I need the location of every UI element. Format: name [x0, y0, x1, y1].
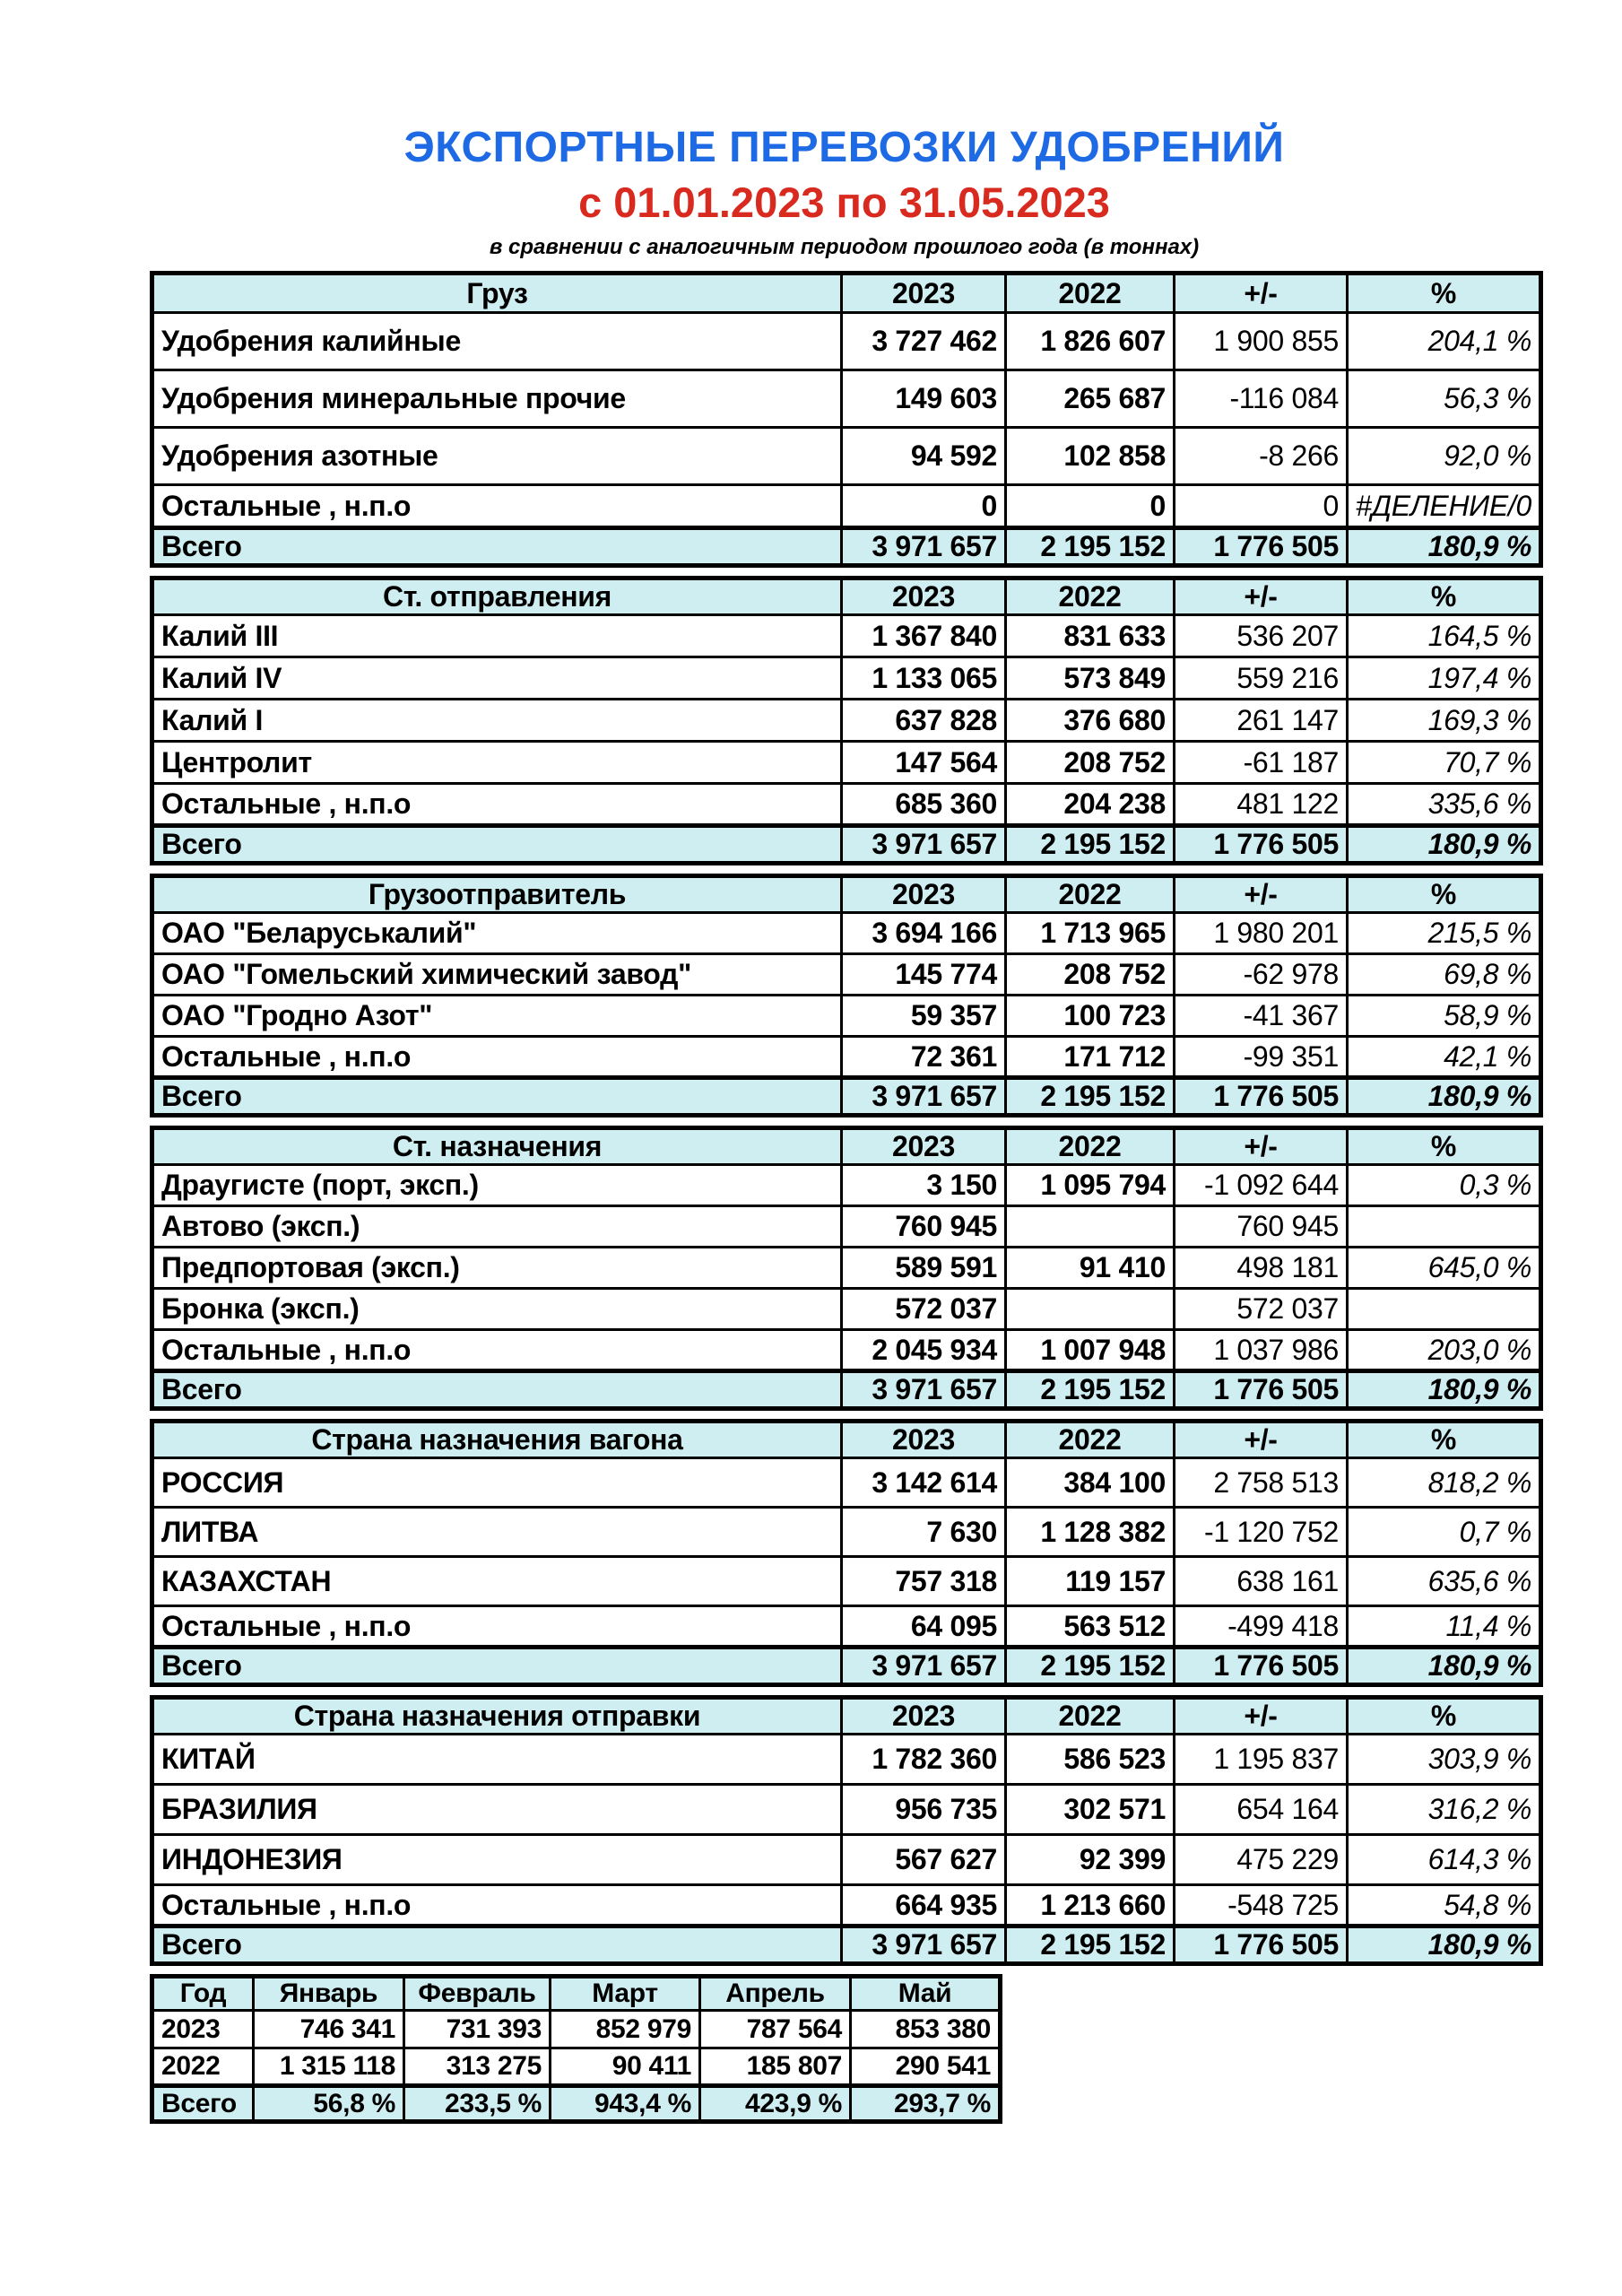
- table-row: [152, 1037, 1541, 1078]
- value-2023: 72 361: [842, 1037, 1006, 1078]
- value-2022: 302 571: [1006, 1785, 1175, 1835]
- value-2022: 563 512: [1006, 1606, 1175, 1648]
- value-diff: 559 216: [1175, 657, 1348, 700]
- value-diff: -116 084: [1175, 370, 1348, 428]
- value-2023: 760 945: [842, 1206, 1006, 1248]
- total-label: Всего: [152, 826, 842, 864]
- total-percent: 180,9 %: [1348, 1371, 1541, 1409]
- value-diff: -499 418: [1175, 1606, 1348, 1648]
- value-percent: 0,7 %: [1348, 1508, 1541, 1557]
- total-percent: 180,9 %: [1348, 1648, 1541, 1685]
- value-2023: 757 318: [842, 1557, 1006, 1606]
- row-label: Остальные , н.п.о: [152, 1037, 842, 1078]
- total-percent: 180,9 %: [1348, 528, 1541, 566]
- table-row: [152, 1289, 1541, 1330]
- table-row: [152, 1835, 1541, 1885]
- table-title: Грузоотправитель: [152, 876, 842, 913]
- total-row: [152, 826, 1541, 864]
- value-diff: -1 120 752: [1175, 1508, 1348, 1557]
- column-header: %: [1348, 1422, 1541, 1458]
- column-header: +/-: [1175, 1698, 1348, 1735]
- row-label: Бронка (эксп.): [152, 1289, 842, 1330]
- value-2023: 3 694 166: [842, 913, 1006, 954]
- column-header: 2022: [1006, 578, 1175, 615]
- value-percent: 92,0 %: [1348, 428, 1541, 485]
- value-2022: 91 410: [1006, 1248, 1175, 1289]
- value-percent: 42,1 %: [1348, 1037, 1541, 1078]
- column-header: %: [1348, 1128, 1541, 1165]
- table-row: [152, 1606, 1541, 1648]
- column-header: 2023: [842, 876, 1006, 913]
- total-2022: 2 195 152: [1006, 1078, 1175, 1116]
- total-2023: 3 971 657: [842, 1078, 1006, 1116]
- value-2023: 147 564: [842, 742, 1006, 784]
- value-diff: 2 758 513: [1175, 1458, 1348, 1508]
- column-header: 2023: [842, 274, 1006, 313]
- table-header-row: [152, 1698, 1541, 1735]
- row-label: Остальные , н.п.о: [152, 1885, 842, 1926]
- column-header: 2022: [1006, 1128, 1175, 1165]
- value-2022: 1 007 948: [1006, 1330, 1175, 1371]
- month-total-percent: 293,7 %: [851, 2086, 1001, 2122]
- row-label: Драугисте (порт, эксп.): [152, 1165, 842, 1206]
- month-row: [152, 2048, 1001, 2086]
- total-label: Всего: [152, 1648, 842, 1685]
- row-label: РОССИЯ: [152, 1458, 842, 1508]
- value-2023: 3 142 614: [842, 1458, 1006, 1508]
- month-total-row: [152, 2086, 1001, 2122]
- table-row: [152, 1785, 1541, 1835]
- month-table-root: [150, 1974, 1539, 2124]
- row-label: ОАО "Беларуськалий": [152, 913, 842, 954]
- value-percent: [1348, 1206, 1541, 1248]
- table-row: [152, 1885, 1541, 1926]
- value-2023: 1 133 065: [842, 657, 1006, 700]
- value-2023: 7 630: [842, 1508, 1006, 1557]
- column-header: +/-: [1175, 274, 1348, 313]
- value-diff: -41 367: [1175, 996, 1348, 1037]
- row-label: Калий I: [152, 700, 842, 742]
- table-row: [152, 1248, 1541, 1289]
- value-diff: 1 900 855: [1175, 313, 1348, 370]
- value-percent: 58,9 %: [1348, 996, 1541, 1037]
- column-header: %: [1348, 876, 1541, 913]
- value-2022: 1 826 607: [1006, 313, 1175, 370]
- table-row: [152, 615, 1541, 657]
- value-2023: 1 367 840: [842, 615, 1006, 657]
- value-2022: 1 128 382: [1006, 1508, 1175, 1557]
- year-label: 2023: [152, 2011, 254, 2048]
- column-header: 2023: [842, 1698, 1006, 1735]
- value-2023: 145 774: [842, 954, 1006, 996]
- value-2023: 149 603: [842, 370, 1006, 428]
- table-header-row: [152, 1128, 1541, 1165]
- total-row: [152, 1926, 1541, 1964]
- value-2022: 831 633: [1006, 615, 1175, 657]
- value-diff: -61 187: [1175, 742, 1348, 784]
- column-header: %: [1348, 578, 1541, 615]
- total-diff: 1 776 505: [1175, 1648, 1348, 1685]
- row-label: Калий III: [152, 615, 842, 657]
- page-note: в сравнении с аналогичным периодом прошлого года (в тоннах): [489, 235, 1200, 260]
- value-2022: 119 157: [1006, 1557, 1175, 1606]
- value-percent: 635,6 %: [1348, 1557, 1541, 1606]
- month-column-header: Апрель: [700, 1977, 851, 2011]
- table-row: [152, 428, 1541, 485]
- column-header: 2023: [842, 578, 1006, 615]
- total-2023: 3 971 657: [842, 826, 1006, 864]
- total-row: [152, 1371, 1541, 1409]
- table-row: [152, 1508, 1541, 1557]
- table-row: [152, 313, 1541, 370]
- value-2023: 3 727 462: [842, 313, 1006, 370]
- value-2023: 94 592: [842, 428, 1006, 485]
- value-diff: 475 229: [1175, 1835, 1348, 1885]
- value-percent: 316,2 %: [1348, 1785, 1541, 1835]
- value-percent: 56,3 %: [1348, 370, 1541, 428]
- month-total-percent: 423,9 %: [700, 2086, 851, 2122]
- value-percent: 0,3 %: [1348, 1165, 1541, 1206]
- value-2023: 0: [842, 485, 1006, 528]
- row-label: Калий IV: [152, 657, 842, 700]
- row-label: Остальные , н.п.о: [152, 784, 842, 826]
- table-title: Ст. отправления: [152, 578, 842, 615]
- value-2023: 567 627: [842, 1835, 1006, 1885]
- month-column-header: Год: [152, 1977, 254, 2011]
- total-row: [152, 1078, 1541, 1116]
- value-2023: 1 782 360: [842, 1735, 1006, 1785]
- value-2022: 208 752: [1006, 954, 1175, 996]
- value-2022: 265 687: [1006, 370, 1175, 428]
- total-percent: 180,9 %: [1348, 826, 1541, 864]
- table-header-row: [152, 578, 1541, 615]
- month-total-label: Всего: [152, 2086, 254, 2122]
- table-row: [152, 1206, 1541, 1248]
- value-2022: 1 713 965: [1006, 913, 1175, 954]
- total-2023: 3 971 657: [842, 528, 1006, 566]
- value-diff: -548 725: [1175, 1885, 1348, 1926]
- comparison-table: [150, 576, 1543, 865]
- value-2022: 573 849: [1006, 657, 1175, 700]
- value-percent: 69,8 %: [1348, 954, 1541, 996]
- value-percent: 197,4 %: [1348, 657, 1541, 700]
- value-diff: 1 037 986: [1175, 1330, 1348, 1371]
- table-header-row: [152, 1422, 1541, 1458]
- column-header: +/-: [1175, 1128, 1348, 1165]
- value-diff: 638 161: [1175, 1557, 1348, 1606]
- value-2023: 572 037: [842, 1289, 1006, 1330]
- value-2022: 586 523: [1006, 1735, 1175, 1785]
- value-diff: 654 164: [1175, 1785, 1348, 1835]
- row-label: Остальные , н.п.о: [152, 485, 842, 528]
- total-percent: 180,9 %: [1348, 1926, 1541, 1964]
- total-2022: 2 195 152: [1006, 1926, 1175, 1964]
- table-row: [152, 996, 1541, 1037]
- row-label: Предпортовая (эксп.): [152, 1248, 842, 1289]
- column-header: +/-: [1175, 876, 1348, 913]
- row-label: Удобрения калийные: [152, 313, 842, 370]
- table-row: [152, 1330, 1541, 1371]
- row-label: КИТАЙ: [152, 1735, 842, 1785]
- total-label: Всего: [152, 1926, 842, 1964]
- table-row: [152, 1557, 1541, 1606]
- comparison-table: [150, 1419, 1543, 1687]
- total-label: Всего: [152, 1371, 842, 1409]
- value-2023: 685 360: [842, 784, 1006, 826]
- value-percent: 54,8 %: [1348, 1885, 1541, 1926]
- month-value: 852 979: [551, 2011, 700, 2048]
- value-percent: 70,7 %: [1348, 742, 1541, 784]
- value-diff: -1 092 644: [1175, 1165, 1348, 1206]
- month-header-row: [152, 1977, 1001, 2011]
- value-percent: 164,5 %: [1348, 615, 1541, 657]
- row-label: ОАО "Гомельский химический завод": [152, 954, 842, 996]
- month-value: 787 564: [700, 2011, 851, 2048]
- row-label: ИНДОНЕЗИЯ: [152, 1835, 842, 1885]
- column-header: 2023: [842, 1128, 1006, 1165]
- column-header: 2022: [1006, 1422, 1175, 1458]
- total-diff: 1 776 505: [1175, 1926, 1348, 1964]
- value-2022: 0: [1006, 485, 1175, 528]
- table-row: [152, 485, 1541, 528]
- row-label: ОАО "Гродно Азот": [152, 996, 842, 1037]
- tables-root: [150, 271, 1539, 1966]
- column-header: +/-: [1175, 1422, 1348, 1458]
- value-2023: 664 935: [842, 1885, 1006, 1926]
- total-2023: 3 971 657: [842, 1648, 1006, 1685]
- row-label: Удобрения азотные: [152, 428, 842, 485]
- value-2022: 376 680: [1006, 700, 1175, 742]
- month-table: [150, 1974, 1002, 2124]
- column-header: 2023: [842, 1422, 1006, 1458]
- year-label: 2022: [152, 2048, 254, 2086]
- value-percent: 169,3 %: [1348, 700, 1541, 742]
- total-diff: 1 776 505: [1175, 1371, 1348, 1409]
- value-diff: 1 980 201: [1175, 913, 1348, 954]
- value-2023: 3 150: [842, 1165, 1006, 1206]
- total-label: Всего: [152, 1078, 842, 1116]
- total-label: Всего: [152, 528, 842, 566]
- value-diff: 481 122: [1175, 784, 1348, 826]
- column-header: 2022: [1006, 876, 1175, 913]
- month-total-percent: 233,5 %: [404, 2086, 551, 2122]
- value-2023: 637 828: [842, 700, 1006, 742]
- value-percent: [1348, 1289, 1541, 1330]
- month-total-percent: 56,8 %: [254, 2086, 404, 2122]
- value-diff: 0: [1175, 485, 1348, 528]
- table-row: [152, 954, 1541, 996]
- value-diff: -8 266: [1175, 428, 1348, 485]
- total-diff: 1 776 505: [1175, 528, 1348, 566]
- table-title: Ст. назначения: [152, 1128, 842, 1165]
- table-title: Страна назначения вагона: [152, 1422, 842, 1458]
- value-2023: 589 591: [842, 1248, 1006, 1289]
- comparison-table: [150, 271, 1543, 568]
- value-2022: [1006, 1289, 1175, 1330]
- value-percent: #ДЕЛЕНИЕ/0: [1348, 485, 1541, 528]
- comparison-table: [150, 1126, 1543, 1411]
- table-title: Груз: [152, 274, 842, 313]
- value-percent: 303,9 %: [1348, 1735, 1541, 1785]
- value-diff: 498 181: [1175, 1248, 1348, 1289]
- month-column-header: Март: [551, 1977, 700, 2011]
- value-diff: 760 945: [1175, 1206, 1348, 1248]
- table-row: [152, 1458, 1541, 1508]
- month-value: 746 341: [254, 2011, 404, 2048]
- table-row: [152, 742, 1541, 784]
- month-value: 313 275: [404, 2048, 551, 2086]
- total-2023: 3 971 657: [842, 1926, 1006, 1964]
- column-header: %: [1348, 274, 1541, 313]
- total-2022: 2 195 152: [1006, 1371, 1175, 1409]
- value-2022: 100 723: [1006, 996, 1175, 1037]
- value-2023: 956 735: [842, 1785, 1006, 1835]
- table-row: [152, 370, 1541, 428]
- comparison-table: [150, 1695, 1543, 1966]
- table-header-row: [152, 876, 1541, 913]
- month-total-percent: 943,4 %: [551, 2086, 700, 2122]
- total-2023: 3 971 657: [842, 1371, 1006, 1409]
- total-2022: 2 195 152: [1006, 826, 1175, 864]
- value-diff: 572 037: [1175, 1289, 1348, 1330]
- value-2022: 1 095 794: [1006, 1165, 1175, 1206]
- value-percent: 818,2 %: [1348, 1458, 1541, 1508]
- value-diff: -62 978: [1175, 954, 1348, 996]
- value-2023: 59 357: [842, 996, 1006, 1037]
- month-column-header: Январь: [254, 1977, 404, 2011]
- value-2023: 2 045 934: [842, 1330, 1006, 1371]
- value-percent: 215,5 %: [1348, 913, 1541, 954]
- column-header: 2022: [1006, 274, 1175, 313]
- total-row: [152, 1648, 1541, 1685]
- value-percent: 11,4 %: [1348, 1606, 1541, 1648]
- row-label: ЛИТВА: [152, 1508, 842, 1557]
- month-value: 90 411: [551, 2048, 700, 2086]
- table-header-row: [152, 274, 1541, 313]
- comparison-table: [150, 874, 1543, 1118]
- value-percent: 614,3 %: [1348, 1835, 1541, 1885]
- table-row: [152, 657, 1541, 700]
- total-diff: 1 776 505: [1175, 1078, 1348, 1116]
- report-sheet: [150, 0, 1539, 2124]
- value-diff: -99 351: [1175, 1037, 1348, 1078]
- month-value: 185 807: [700, 2048, 851, 2086]
- table-row: [152, 913, 1541, 954]
- value-2022: 204 238: [1006, 784, 1175, 826]
- month-value: 731 393: [404, 2011, 551, 2048]
- value-percent: 203,0 %: [1348, 1330, 1541, 1371]
- column-header: %: [1348, 1698, 1541, 1735]
- total-percent: 180,9 %: [1348, 1078, 1541, 1116]
- value-2022: 384 100: [1006, 1458, 1175, 1508]
- row-label: БРАЗИЛИЯ: [152, 1785, 842, 1835]
- month-value: 853 380: [851, 2011, 1001, 2048]
- month-value: 290 541: [851, 2048, 1001, 2086]
- value-2022: 102 858: [1006, 428, 1175, 485]
- row-label: Остальные , н.п.о: [152, 1330, 842, 1371]
- column-header: 2022: [1006, 1698, 1175, 1735]
- value-diff: 261 147: [1175, 700, 1348, 742]
- row-label: Остальные , н.п.о: [152, 1606, 842, 1648]
- table-title: Страна назначения отправки: [152, 1698, 842, 1735]
- page-subtitle: с 01.01.2023 по 31.05.2023: [578, 178, 1110, 226]
- table-row: [152, 700, 1541, 742]
- table-row: [152, 1165, 1541, 1206]
- row-label: Удобрения минеральные прочие: [152, 370, 842, 428]
- value-2022: 208 752: [1006, 742, 1175, 784]
- total-row: [152, 528, 1541, 566]
- row-label: КАЗАХСТАН: [152, 1557, 842, 1606]
- table-row: [152, 784, 1541, 826]
- month-row: [152, 2011, 1001, 2048]
- column-header: +/-: [1175, 578, 1348, 615]
- month-column-header: Май: [851, 1977, 1001, 2011]
- month-value: 1 315 118: [254, 2048, 404, 2086]
- value-diff: 1 195 837: [1175, 1735, 1348, 1785]
- value-2023: 64 095: [842, 1606, 1006, 1648]
- total-2022: 2 195 152: [1006, 528, 1175, 566]
- value-2022: 1 213 660: [1006, 1885, 1175, 1926]
- total-diff: 1 776 505: [1175, 826, 1348, 864]
- value-2022: [1006, 1206, 1175, 1248]
- table-row: [152, 1735, 1541, 1785]
- value-percent: 335,6 %: [1348, 784, 1541, 826]
- total-2022: 2 195 152: [1006, 1648, 1175, 1685]
- month-column-header: Февраль: [404, 1977, 551, 2011]
- row-label: Автово (эксп.): [152, 1206, 842, 1248]
- page-title: ЭКСПОРТНЫЕ ПЕРЕВОЗКИ УДОБРЕНИЙ: [403, 124, 1285, 171]
- value-percent: 204,1 %: [1348, 313, 1541, 370]
- value-2022: 171 712: [1006, 1037, 1175, 1078]
- value-percent: 645,0 %: [1348, 1248, 1541, 1289]
- row-label: Центролит: [152, 742, 842, 784]
- value-2022: 92 399: [1006, 1835, 1175, 1885]
- value-diff: 536 207: [1175, 615, 1348, 657]
